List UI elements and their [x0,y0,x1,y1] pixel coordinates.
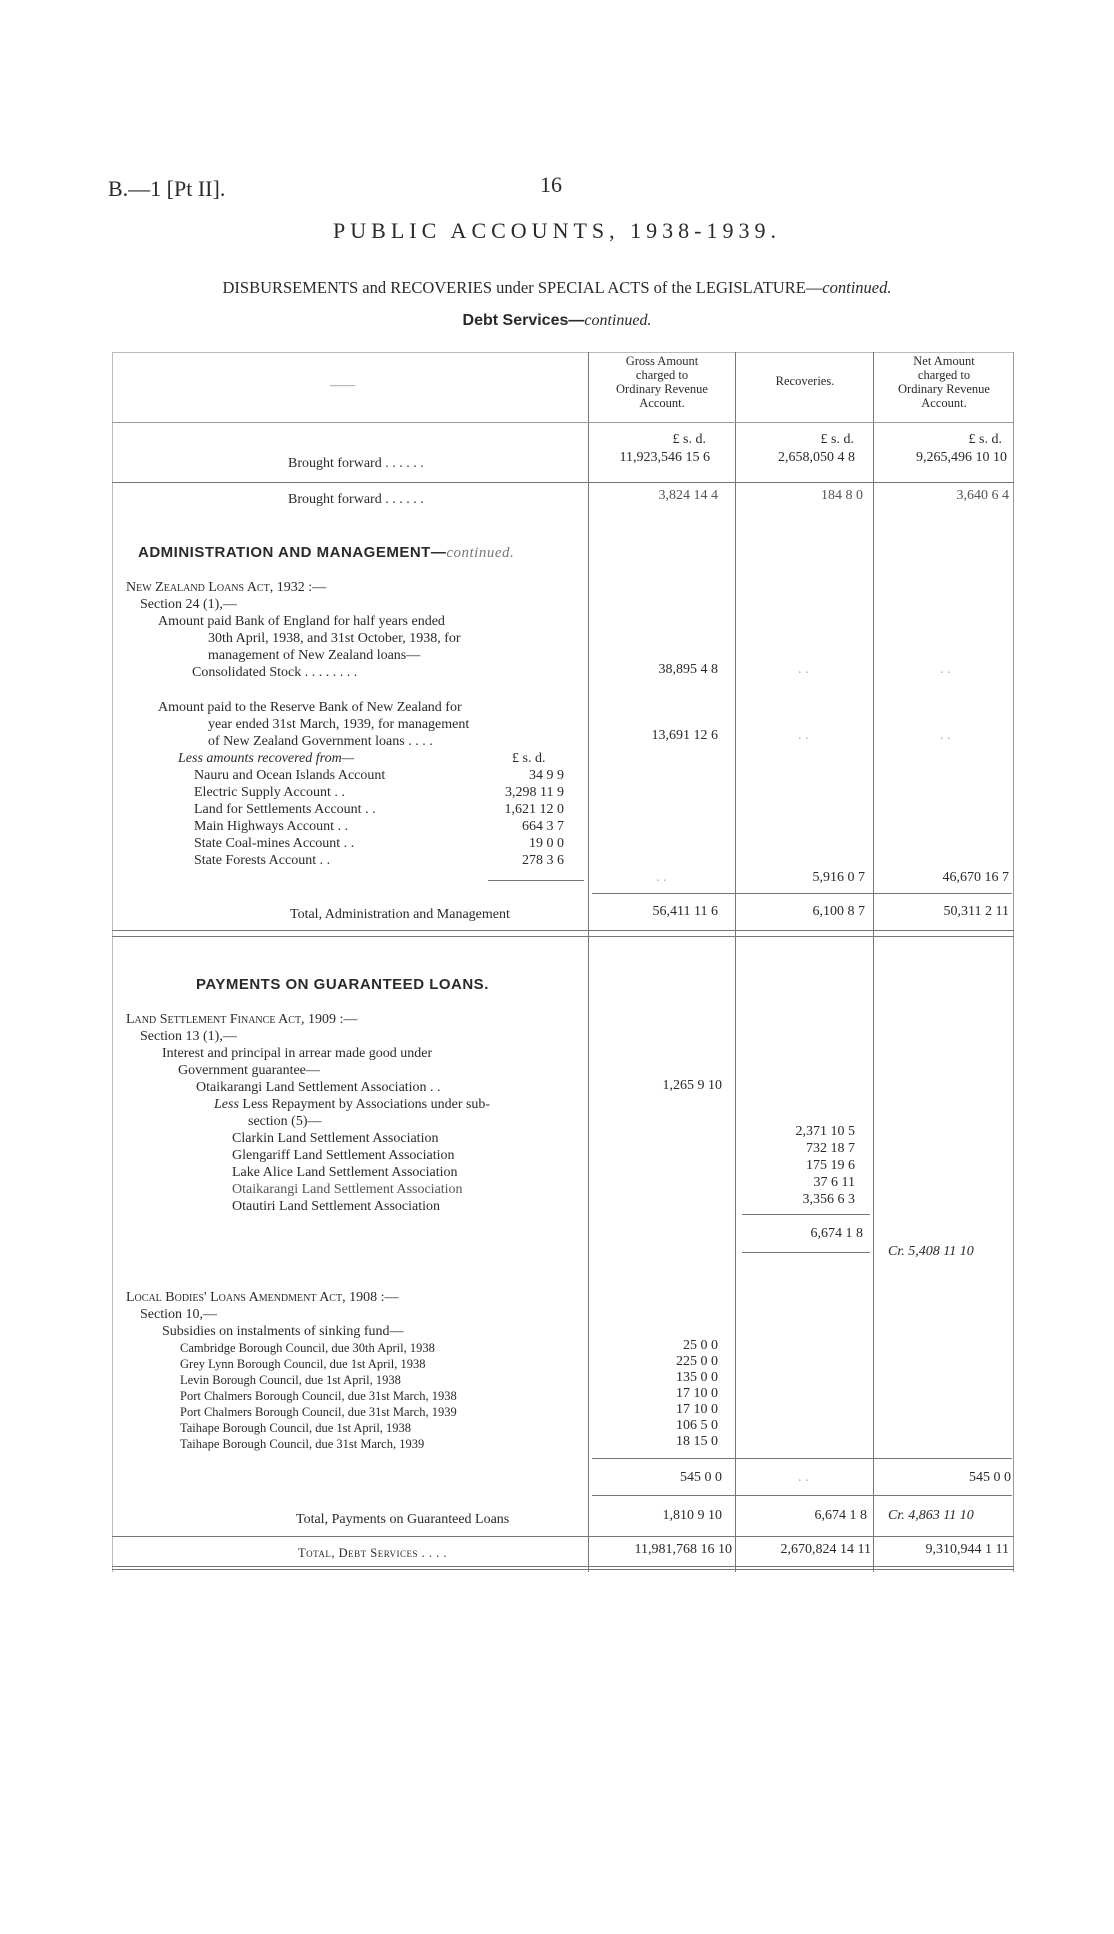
gl-section1: Section 13 (1),— [140,1029,237,1044]
page-ref: B.—1 [Pt II]. [108,176,226,201]
rep-amt: 732 18 7 [806,1141,855,1156]
item2-net-dots: . . [940,728,951,743]
admin-total-label: Total, Administration and Management [290,907,510,922]
less-item: Main Highways Account . . [194,819,348,834]
subsidies-line: Subsidies on instalments of sinking fund— [162,1324,404,1339]
less-repayment-line: Less Less Repayment by Associations under sub- [214,1097,491,1112]
grand-total-rec: 2,670,824 14 11 [780,1542,871,1557]
brought-forward-label: Brought forward . . . . . . [288,456,424,471]
less-amt: 19 0 0 [529,836,564,851]
council-amt: 18 15 0 [676,1434,718,1449]
less-item: Electric Supply Account . . [194,785,345,800]
admin-section: Section 24 (1),— [140,597,237,612]
bf2-net: 3,640 6 4 [956,488,1009,503]
subtitle: DISBURSEMENTS and RECOVERIES under SPECIAL ACTS of the LEGISLATURE—continued. [222,278,892,297]
nz-loans-act: New Zealand Loans Act, 1932 :— [126,580,327,595]
less-amt: 664 3 7 [522,819,564,834]
admin-total-net: 50,311 2 11 [943,904,1009,919]
gl-total-rec: 6,674 1 8 [814,1508,867,1523]
admin-total-gross: 56,411 11 6 [652,904,718,919]
council-item: Grey Lynn Borough Council, due 1st April, 1938 [180,1357,426,1371]
less-amt: 278 3 6 [522,853,564,868]
page-number: 16 [540,172,562,197]
council-item: Port Chalmers Borough Council, due 31st March, 1938 [180,1389,457,1403]
gl-total-label: Total, Payments on Guaranteed Loans [296,1512,510,1527]
less-item: Land for Settlements Account . . [194,802,376,817]
admin-item2-line: Amount paid to the Reserve Bank of New Zealand for [158,700,462,715]
item1-rec-dots: . . [798,662,809,677]
councils-rec: . . [798,1470,809,1485]
less-gross-dots: . . [656,870,667,885]
council-amt: 25 0 0 [683,1338,718,1353]
council-amt: 106 5 0 [676,1418,718,1433]
admin-heading: ADMINISTRATION AND MANAGEMENT—continued. [138,544,515,561]
rep-item: Lake Alice Land Settlement Association [232,1165,458,1180]
bf2-gross: 3,824 14 4 [658,488,718,503]
otaikarangi-gross: 1,265 9 10 [662,1078,722,1093]
interest-line: Government guarantee— [178,1063,320,1078]
bf1-rec: 2,658,050 4 8 [778,450,855,465]
admin-total-rec: 6,100 8 7 [812,904,865,919]
admin-item1-line: 30th April, 1938, and 31st October, 1938, for [208,631,461,646]
gl-total-gross: 1,810 9 10 [662,1508,722,1523]
recoveries-header: Recoveries. [775,374,835,388]
item2-rec-dots: . . [798,728,809,743]
units-net: £ s. d. [968,432,1002,447]
rep-amt: 175 19 6 [806,1158,855,1173]
less-amt: 1,621 12 0 [504,802,564,817]
council-amt: 17 10 0 [676,1402,718,1417]
rep-total: 6,674 1 8 [810,1226,863,1241]
rep-item: Otaikarangi Land Settlement Association [232,1182,463,1197]
page-title: PUBLIC ACCOUNTS, 1938-1939. [333,218,781,243]
units-gross: £ s. d. [672,432,706,447]
less-rec: 5,916 0 7 [812,870,865,885]
rep-amt: 2,371 10 5 [795,1124,855,1139]
grand-total-gross: 11,981,768 16 10 [634,1542,732,1557]
less-item: Nauru and Ocean Islands Account [194,768,386,783]
rep-amt: 37 6 11 [813,1175,855,1190]
net-header: Net Amount charged to Ordinary Revenue Account. [898,354,990,410]
less-item: State Coal-mines Account . . [194,836,355,851]
rep-item: Otautiri Land Settlement Association [232,1199,441,1214]
councils-net: 545 0 0 [969,1470,1011,1485]
otaikarangi-line: Otaikarangi Land Settlement Association . . [196,1080,441,1095]
item1-gross: 38,895 4 8 [658,662,718,677]
council-amt: 225 0 0 [676,1354,718,1369]
council-item: Taihape Borough Council, due 31st March, 1939 [180,1437,425,1451]
bf1-gross: 11,923,546 15 6 [619,450,710,465]
section-title: Debt Services—continued. [462,312,652,329]
council-item: Levin Borough Council, due 1st April, 1938 [180,1373,401,1387]
less-units: £ s. d. [512,751,546,766]
bf1-net: 9,265,496 10 10 [916,450,1007,465]
rep-item: Clarkin Land Settlement Association [232,1131,439,1146]
admin-item1-line: management of New Zealand loans— [208,648,421,663]
rep-item: Glengariff Land Settlement Association [232,1148,455,1163]
units-rec: £ s. d. [820,432,854,447]
guaranteed-heading: PAYMENTS ON GUARANTEED LOANS. [196,976,489,993]
councils-gross: 545 0 0 [680,1470,722,1485]
council-amt: 17 10 0 [676,1386,718,1401]
council-amt: 135 0 0 [676,1370,718,1385]
less-item: State Forests Account . . [194,853,331,868]
council-item: Port Chalmers Borough Council, due 31st March, 1939 [180,1405,457,1419]
admin-item1-line: Amount paid Bank of England for half years ended [158,614,445,629]
brought-forward-label-2: Brought forward . . . . . . [288,492,424,507]
council-item: Cambridge Borough Council, due 30th April, 1938 [180,1341,435,1355]
item1-net-dots: . . [940,662,951,677]
interest-line: Interest and principal in arrear made good under [162,1046,433,1061]
less-label: Less amounts recovered from— [178,751,355,766]
grand-total-label: Total, Debt Services . . . . [298,1546,448,1560]
admin-item1-line: Consolidated Stock . . . . . . . . [192,665,358,680]
admin-item2-line: of New Zealand Government loans . . . . [208,734,433,749]
admin-item2-line: year ended 31st March, 1939, for management [208,717,470,732]
blank-header: —— [330,378,355,392]
bf2-rec: 184 8 0 [821,488,863,503]
item2-gross: 13,691 12 6 [651,728,718,743]
less-amt: 3,298 11 9 [505,785,564,800]
rep-net: Cr. 5,408 11 10 [888,1244,974,1259]
land-settlement-act: Land Settlement Finance Act, 1909 :— [126,1012,358,1027]
rep-amt: 3,356 6 3 [802,1192,855,1207]
gl-section2: Section 10,— [140,1307,217,1322]
less-amt: 34 9 9 [529,768,564,783]
less-repayment-line: section (5)— [248,1114,322,1129]
local-bodies-act: Local Bodies' Loans Amendment Act, 1908 :— [126,1290,399,1305]
gross-header: Gross Amount charged to Ordinary Revenue Account. [616,354,708,410]
council-item: Taihape Borough Council, due 1st April, 1938 [180,1421,412,1435]
less-net: 46,670 16 7 [942,870,1009,885]
gl-total-net: Cr. 4,863 11 10 [888,1508,974,1523]
grand-total-net: 9,310,944 1 11 [925,1542,1009,1557]
